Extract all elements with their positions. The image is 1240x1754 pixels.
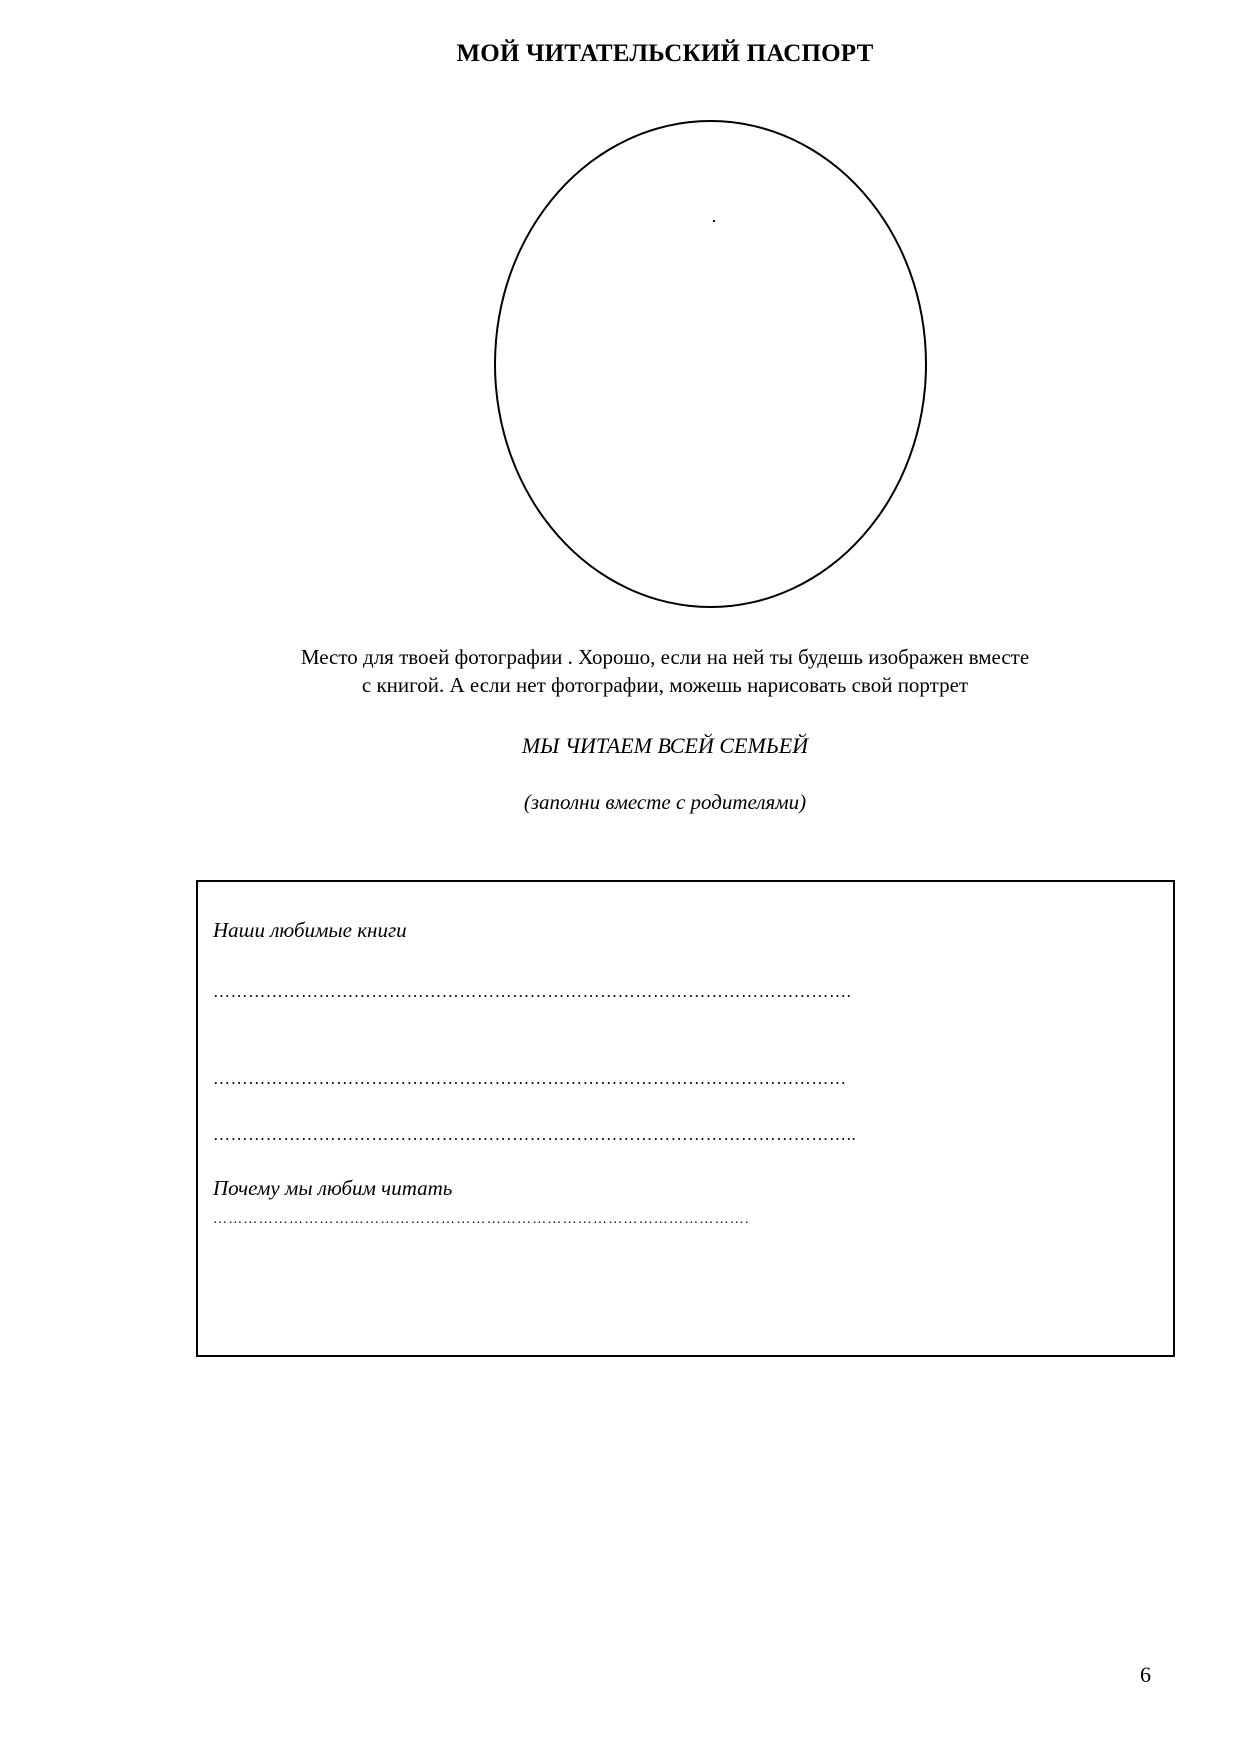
family-form-box [196,880,1175,1357]
photo-placeholder-oval [494,120,927,608]
photo-caption-line-2: с книгой. А если нет фотографии, можешь нарисовать свой портрет [361,673,969,697]
why-we-read-label: Почему мы любим читать [213,1176,453,1200]
family-heading: МЫ ЧИТАЕМ ВСЕЙ СЕМЬЕЙ [521,733,809,758]
family-subheading: (заполни вместе с родителями) [523,790,807,814]
oval-center-dot [713,220,715,222]
favorite-books-line-1[interactable]: ………………………………………………………………………………………………. [213,982,852,1001]
page-number: 6 [1140,1662,1151,1687]
why-we-read-line[interactable]: ……………………………………………………………………………………………. [213,1212,750,1227]
photo-caption-line-1: Место для твоей фотографии . Хорошо, если на ней ты будешь изображен вместе [300,645,1030,669]
page-title: МОЙ ЧИТАТЕЛЬСКИЙ ПАСПОРТ [456,40,874,67]
favorite-books-line-3[interactable]: ……………………………………………………………………………………………….. [213,1125,857,1144]
photo-caption [200,643,1130,699]
favorite-books-label: Наши любимые книги [213,918,407,942]
favorite-books-line-2[interactable]: ……………………………………………………………………………………………… [213,1069,847,1088]
